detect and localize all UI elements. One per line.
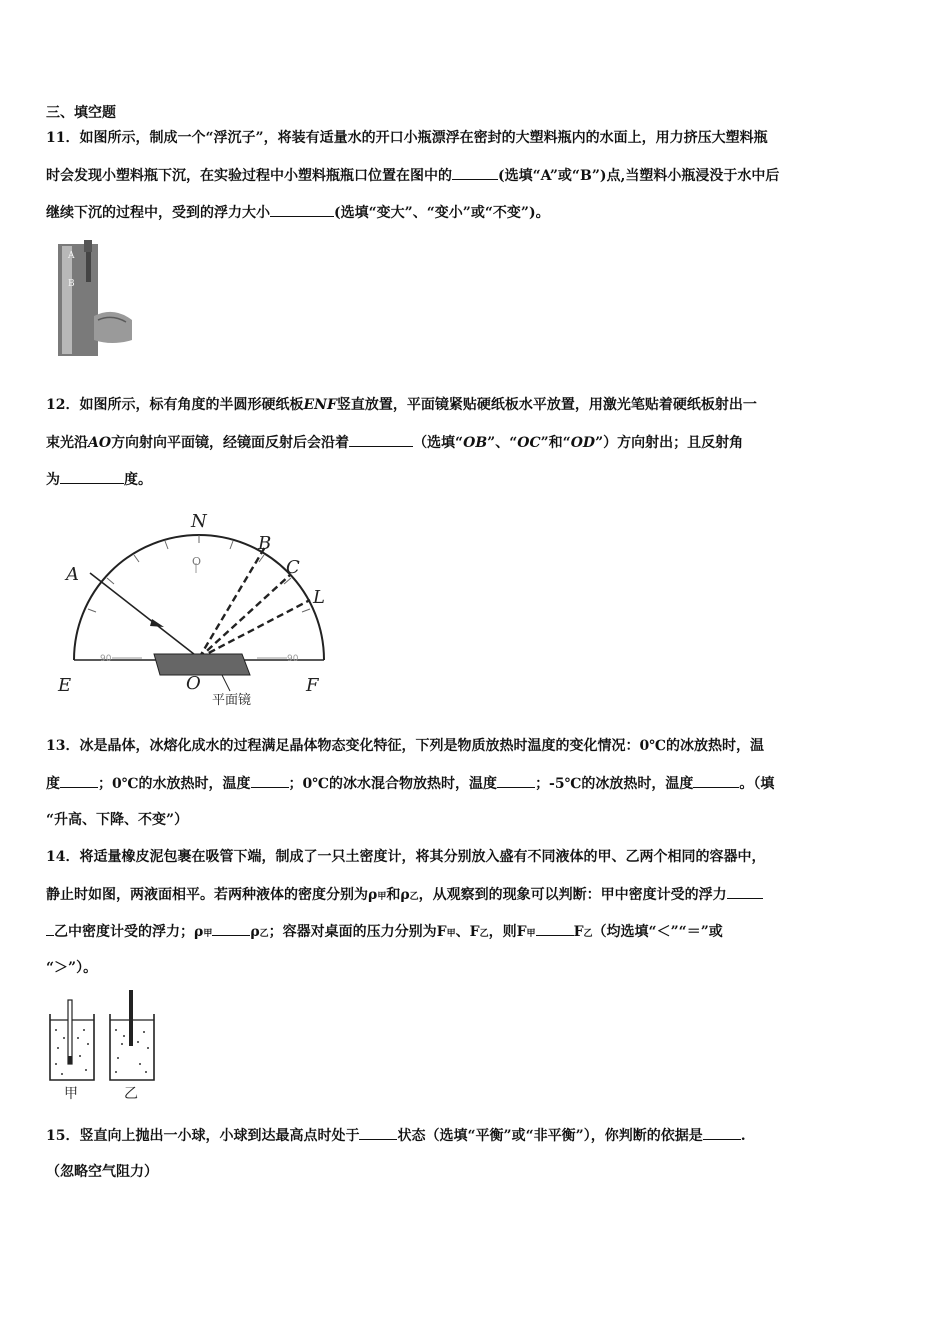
q12-text: 为 — [46, 472, 60, 488]
q14-blank-3 — [536, 921, 574, 936]
q14-blank-2 — [212, 921, 250, 936]
q12-text: 方向射向平面镜，经镜面反射后会沿着 — [111, 435, 350, 451]
q14-text: F — [573, 924, 584, 940]
q11-text: (选填“A”或“B”)点,当塑料小瓶浸没于水中后 — [498, 168, 780, 184]
q12-blank-2 — [60, 469, 124, 484]
q12-text: （选填“ — [413, 435, 464, 451]
q13-blank-2 — [251, 773, 289, 788]
q13-blank-1 — [60, 773, 98, 788]
q11-line-2 — [46, 165, 779, 186]
q14-text: ，则F — [488, 924, 527, 940]
q14-fig-label-yi: 乙 — [124, 1086, 138, 1102]
q13-blank-4 — [693, 773, 739, 788]
q12-line-3 — [46, 469, 152, 490]
q12-line-1 — [46, 395, 757, 415]
q15-text: . — [740, 1128, 746, 1144]
section-title: 三、填空题 — [46, 105, 116, 121]
q14-line-2 — [46, 884, 763, 907]
svg-text:90: 90 — [287, 654, 299, 664]
q12-option: OB — [463, 435, 488, 451]
q14-text: 和ρ — [386, 887, 410, 903]
q12-text: 12．如图所示，标有角度的半圆形硬纸板 — [46, 397, 304, 413]
q11-text: (选填“变大”、“变小”或“不变”)。 — [334, 205, 550, 221]
q11-line-3 — [46, 202, 550, 223]
q14-sub: 甲 — [377, 892, 387, 902]
q12-fig-C: C — [286, 557, 300, 578]
q13-text: 度 — [46, 776, 60, 792]
q14-text: ρ — [250, 924, 260, 940]
q15-blank-2 — [703, 1125, 741, 1140]
q14-blank-1 — [727, 884, 763, 899]
q11-fig-label: B — [68, 279, 75, 289]
q12-text: 竖直放置，平面镜紧贴硬纸板水平放置，用激光笔贴着硬纸板射出一 — [336, 397, 757, 413]
q13-blank-3 — [497, 773, 535, 788]
q11-bottle-figure — [54, 236, 136, 356]
q11-blank-1 — [452, 165, 498, 180]
q12-text: 束光沿 — [46, 435, 88, 451]
q14-fig-label-jia: 甲 — [64, 1086, 78, 1102]
q13-line-1: 13．冰是晶体，冰熔化成水的过程满足晶体物态变化特征，下列是物质放热时温度的变化情况：0℃的冰放热时，温 — [46, 738, 764, 754]
q14-text: ；容器对桌面的压力分别为F — [268, 924, 447, 940]
q12-text: ”、“ — [487, 435, 518, 451]
q14-text: 乙中密度计受的浮力；ρ — [54, 924, 204, 940]
q12-text: ENF — [303, 397, 337, 413]
svg-text:90: 90 — [100, 654, 112, 664]
q14-sub: 甲 — [203, 929, 213, 939]
q12-fig-F: F — [306, 675, 319, 696]
q12-fig-A: A — [66, 564, 79, 585]
q12-mirror-figure — [52, 505, 352, 710]
q14-sub: 乙 — [479, 929, 489, 939]
q15-blank-1 — [359, 1125, 397, 1140]
q14-sub: 乙 — [259, 929, 269, 939]
q14-sub: 甲 — [446, 929, 456, 939]
q13-text: 。（填 — [739, 776, 775, 792]
q12-line-2 — [46, 432, 743, 453]
q13-line-3: “升高、下降、不变”） — [46, 812, 189, 828]
q12-fig-O-small: O — [192, 555, 202, 568]
q14-line-4: “＞”）。 — [46, 960, 98, 976]
q12-fig-B: B — [258, 533, 272, 554]
q12-fig-N: N — [191, 511, 207, 532]
q14-line-1: 14．将适量橡皮泥包裹在吸管下端，制成了一只土密度计，将其分别放入盛有不同液体的甲、乙两个相同的容器中， — [46, 849, 766, 865]
q15-line-1 — [46, 1125, 746, 1146]
q15-line-2: （忽略空气阻力） — [46, 1164, 158, 1180]
q12-text: ”和“ — [540, 435, 571, 451]
q12-blank-1 — [349, 432, 413, 447]
q12-option: OC — [517, 435, 541, 451]
q14-text: （均选填“＜”“＝”或 — [592, 924, 723, 940]
q14-text: 、F — [455, 924, 480, 940]
q13-text: ；0℃的水放热时，温度 — [98, 776, 251, 792]
q13-text: ；-5℃的冰放热时，温度 — [535, 776, 694, 792]
q11-blank-2 — [270, 202, 334, 217]
q12-fig-L: L — [313, 587, 325, 608]
q14-sub: 甲 — [526, 929, 536, 939]
q12-fig-O: O — [186, 673, 201, 694]
q14-text: 静止时如图，两液面相平。若两种液体的密度分别为ρ — [46, 887, 378, 903]
q12-fig-mirror-label: 平面镜 — [212, 693, 252, 708]
q13-text: ；0℃的冰水混合物放热时，温度 — [288, 776, 498, 792]
q12-text: 度。 — [124, 472, 152, 488]
q13-line-2 — [46, 773, 774, 794]
q14-blank-1-cont — [46, 921, 54, 936]
q15-text: 状态（选填“平衡”或“非平衡”），你判断的依据是 — [397, 1128, 703, 1144]
q11-text: 继续下沉的过程中，受到的浮力大小 — [46, 205, 270, 221]
q14-sub: 乙 — [583, 929, 593, 939]
q12-text: ”）方向射出；且反射角 — [595, 435, 744, 451]
q12-fig-E: E — [58, 675, 72, 696]
q11-fig-label: A — [68, 251, 75, 261]
q14-sub: 乙 — [409, 892, 419, 902]
q14-containers-figure — [44, 986, 164, 1102]
q12-option: OD — [570, 435, 596, 451]
q15-text: 15．竖直向上抛出一小球，小球到达最高点时处于 — [46, 1128, 360, 1144]
q11-text: 时会发现小塑料瓶下沉，在实验过程中小塑料瓶瓶口位置在图中的 — [46, 168, 452, 184]
q14-text: ，从观察到的现象可以判断：甲中密度计受的浮力 — [418, 887, 727, 903]
q11-line-1: 11．如图所示，制成一个“浮沉子”，将装有适量水的开口小瓶漂浮在密封的大塑料瓶内的水面上，用力挤压大塑料瓶 — [46, 130, 768, 146]
q12-text: AO — [88, 435, 112, 451]
q14-line-3 — [46, 921, 723, 944]
